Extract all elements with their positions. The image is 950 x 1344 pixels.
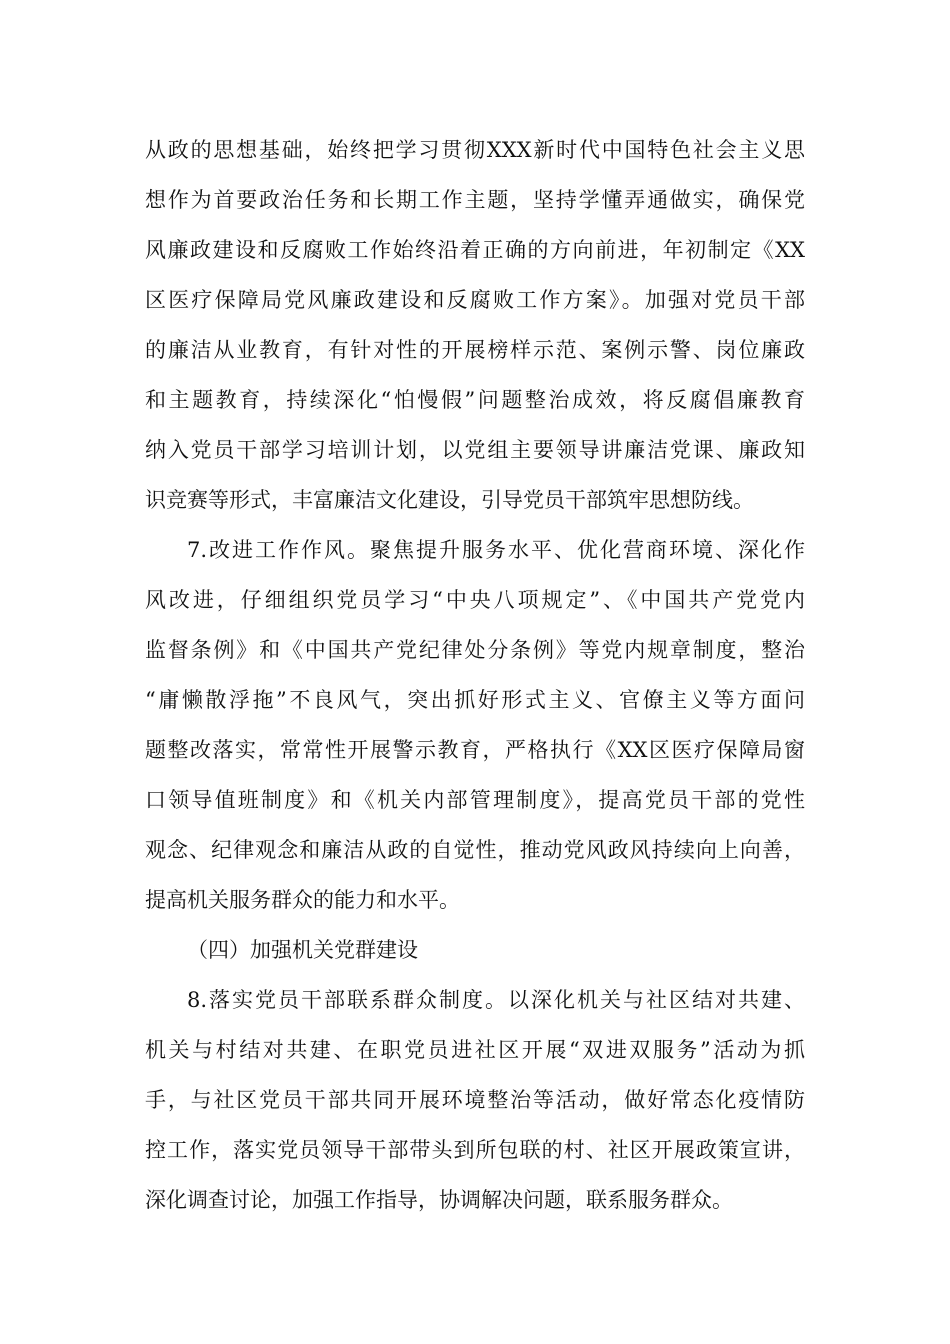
text-line: 观念、纪律观念和廉洁从政的自觉性，推动党风政风持续向上向善，	[145, 838, 805, 862]
text-line: 风改进，仔细组织党员学习“中央八项规定”、《中国共产党党内	[145, 588, 805, 612]
section-heading: （四）加强机关党群建设	[187, 938, 418, 962]
text-line: 深化调查讨论，加强工作指导，协调解决问题，联系服务群众。	[145, 1188, 733, 1212]
text-line: 区医疗保障局党风廉政建设和反腐败工作方案》。加强对党员干部	[145, 288, 805, 312]
text-line: 的廉洁从业教育，有针对性的开展榜样示范、案例示警、岗位廉政	[145, 338, 805, 362]
text-line: 监督条例》和《中国共产党纪律处分条例》等党内规章制度，整治	[145, 638, 805, 662]
text-line: 想作为首要政治任务和长期工作主题，坚持学懂弄通做实，确保党	[145, 188, 805, 212]
text-line: 从政的思想基础，始终把学习贯彻XXX新时代中国特色社会主义思	[145, 138, 805, 162]
text-line: 控工作，落实党员领导干部带头到所包联的村、社区开展政策宣讲，	[145, 1138, 805, 1162]
text-line: 识竞赛等形式，丰富廉洁文化建设，引导党员干部筑牢思想防线。	[145, 488, 754, 512]
text-line: 手，与社区党员干部共同开展环境整治等活动，做好常态化疫情防	[145, 1088, 805, 1112]
section-item-7: 7.改进工作作风。聚焦提升服务水平、优化营商环境、深化作	[187, 538, 805, 562]
text-line: 提高机关服务群众的能力和水平。	[145, 888, 460, 912]
text-line: 机关与村结对共建、在职党员进社区开展“双进双服务”活动为抓	[145, 1038, 805, 1062]
text-line: 和主题教育，持续深化“怕慢假”问题整治成效，将反腐倡廉教育	[145, 388, 805, 412]
text-line: “庸懒散浮拖”不良风气，突出抓好形式主义、官僚主义等方面问	[145, 688, 805, 712]
text-line: 纳入党员干部学习培训计划，以党组主要领导讲廉洁党课、廉政知	[145, 438, 805, 462]
section-item-8: 8.落实党员干部联系群众制度。以深化机关与社区结对共建、	[187, 988, 805, 1012]
text-line: 风廉政建设和反腐败工作始终沿着正确的方向前进，年初制定《XX	[145, 238, 805, 262]
text-line: 题整改落实，常常性开展警示教育，严格执行《XX区医疗保障局窗	[145, 738, 805, 762]
text-line: 口领导值班制度》和《机关内部管理制度》，提高党员干部的党性	[145, 788, 805, 812]
